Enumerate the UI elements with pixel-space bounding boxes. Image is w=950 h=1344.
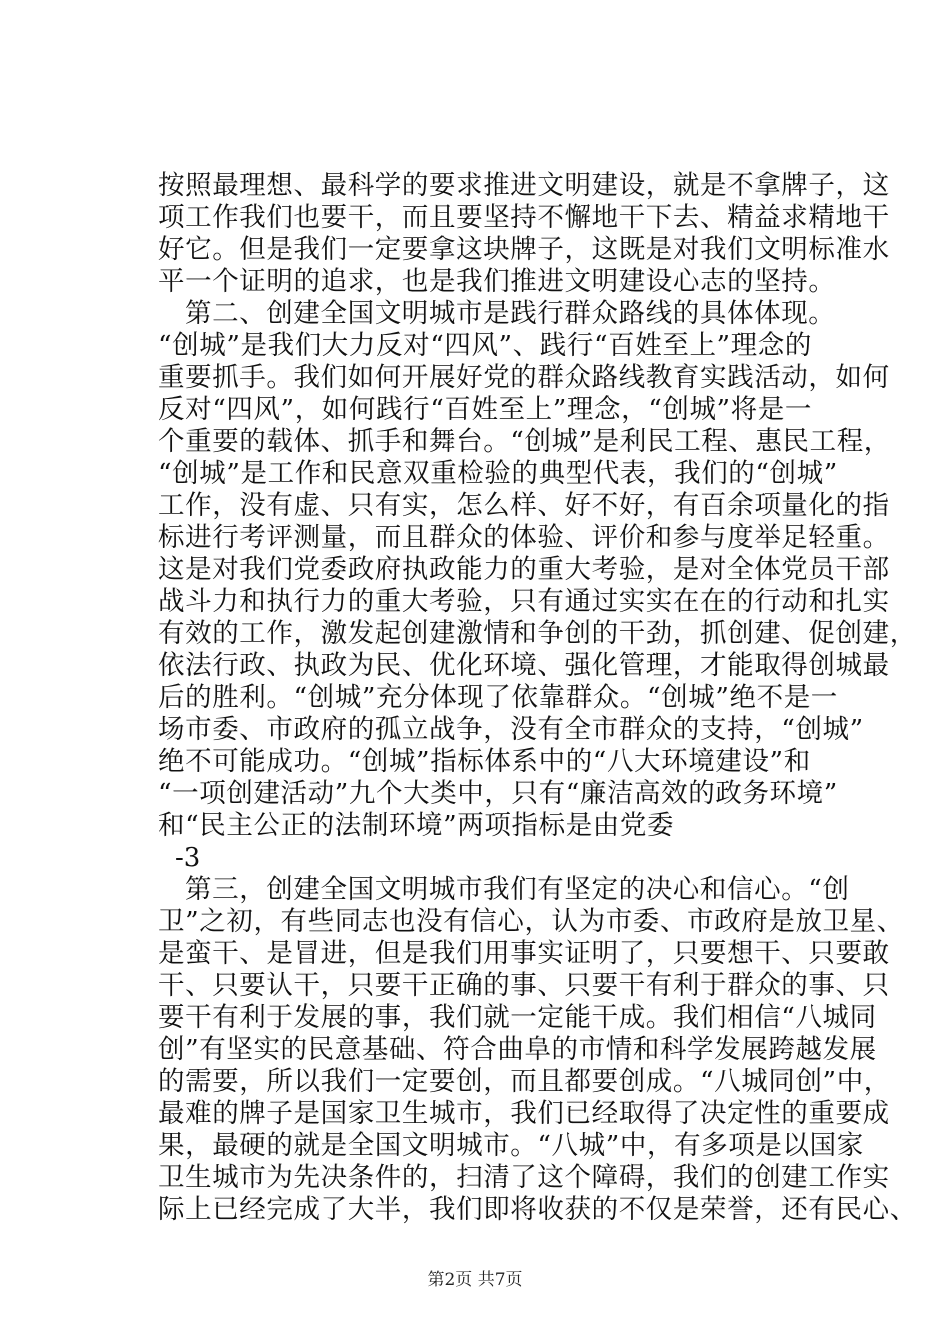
text-line: 第二、创建全国文明城市是践行群众路线的具体体现。 — [185, 298, 836, 329]
page-marker: -3 — [175, 843, 201, 873]
text-line: 反对“四风”，如何践行“百姓至上”理念，“创城”将是一 — [158, 394, 812, 425]
text-line: 依法行政、执政为民、优化环境、强化管理，才能取得创城最 — [158, 650, 890, 681]
text-line: 按照最理想、最科学的要求推进文明建设，就是不拿牌子，这 — [158, 170, 890, 201]
text-line: 要干有利于发展的事，我们就一定能干成。我们相信“八城同 — [158, 1002, 877, 1033]
text-line: 个重要的载体、抓手和舞台。“创城”是利民工程、惠民工程， — [158, 426, 891, 457]
text-line: 平一个证明的追求，也是我们推进文明建设心志的坚持。 — [158, 266, 836, 297]
text-line: 卫生城市为先决条件的，扫清了这个障碍，我们的创建工作实 — [158, 1162, 890, 1193]
page-footer: 第2页 共7页 — [427, 1270, 523, 1290]
text-line: 第三，创建全国文明城市我们有坚定的决心和信心。“创 — [185, 874, 850, 905]
text-line: 好它。但是我们一定要拿这块牌子，这既是对我们文明标准水 — [158, 234, 890, 265]
text-line: 是蛮干、是冒进，但是我们用事实证明了，只要想干、只要敢 — [158, 938, 890, 969]
text-line: 工作，没有虚、只有实，怎么样、好不好，有百余项量化的指 — [158, 490, 890, 521]
text-line: 这是对我们党委政府执政能力的重大考验，是对全体党员干部 — [158, 554, 890, 585]
text-line: 绝不可能成功。“创城”指标体系中的“八大环境建设”和 — [158, 746, 811, 777]
text-line: 项工作我们也要干，而且要坚持不懈地干下去、精益求精地干 — [158, 202, 890, 233]
text-line: 最难的牌子是国家卫生城市，我们已经取得了决定性的重要成 — [158, 1098, 890, 1129]
text-line: “一项创建活动”九个大类中，只有“廉洁高效的政务环境” — [158, 778, 838, 809]
text-line: 后的胜利。“创城”充分体现了依靠群众。“创城”绝不是一 — [158, 682, 838, 713]
text-line: “创城”是我们大力反对“四风”、践行“百姓至上”理念的 — [158, 330, 812, 361]
text-line: 卫”之初，有些同志也没有信心，认为市委、市政府是放卫星、 — [158, 906, 904, 937]
text-line: 战斗力和执行力的重大考验，只有通过实实在在的行动和扎实 — [158, 586, 890, 617]
text-line: 场市委、市政府的孤立战争，没有全市群众的支持，“创城” — [158, 714, 864, 745]
text-line: “创城”是工作和民意双重检验的典型代表，我们的“创城” — [158, 458, 838, 489]
text-line: 干、只要认干，只要干正确的事、只要干有利于群众的事、只 — [158, 970, 890, 1001]
text-line: 的需要，所以我们一定要创，而且都要创成。“八城同创”中， — [158, 1066, 891, 1097]
text-line: 有效的工作，激发起创建激情和争创的干劲，抓创建、促创建， — [158, 618, 917, 649]
text-line: 标进行考评测量，而且群众的体验、评价和参与度举足轻重。 — [158, 522, 890, 553]
text-line: 果，最硬的就是全国文明城市。“八城”中，有多项是以国家 — [158, 1130, 864, 1161]
text-line: 和“民主公正的法制环境”两项指标是由党委 — [158, 810, 675, 841]
text-line: 际上已经完成了大半，我们即将收获的不仅是荣誉，还有民心、 — [158, 1194, 917, 1225]
text-line: 重要抓手。我们如何开展好党的群众路线教育实践活动，如何 — [158, 362, 890, 393]
text-line: 创”有坚实的民意基础、符合曲阜的市情和科学发展跨越发展 — [158, 1034, 877, 1065]
